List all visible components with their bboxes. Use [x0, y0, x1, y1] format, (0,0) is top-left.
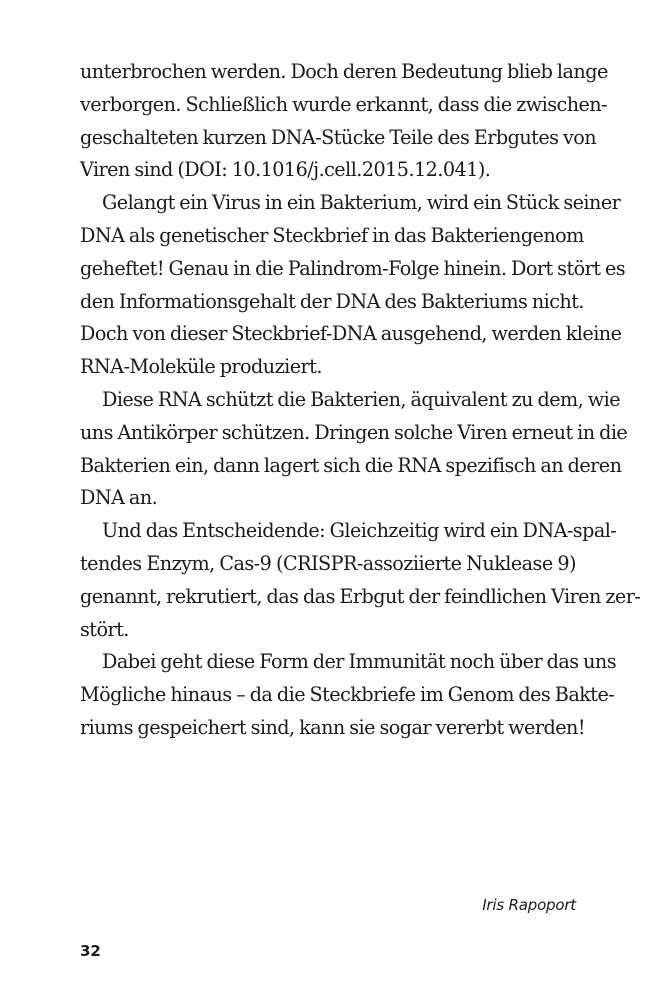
text-line: stört.	[80, 617, 129, 641]
text-line: Diese RNA schützt die Bakterien, äquivalent zu dem, wie	[102, 387, 621, 411]
text-line: geheftet! Genau in die Palindrom-Folge hinein. Dort stört es	[80, 256, 626, 280]
text-line: verborgen. Schließlich wurde erkannt, dass die zwischen-	[80, 92, 608, 116]
text-line: Gelangt ein Virus in ein Bakterium, wird ein Stück seiner	[102, 191, 621, 215]
author-name: Iris Rapoport	[482, 896, 576, 914]
text-line: geschalteten kurzen DNA-Stücke Teile des Erbgutes von	[80, 125, 597, 149]
text-line: Und das Entscheidende: Gleichzeitig wird ein DNA-spal-	[102, 519, 617, 543]
page-number: 32	[80, 942, 101, 960]
text-line: DNA an.	[80, 486, 158, 510]
text-line: Doch von dieser Steckbrief-DNA ausgehend, werden kleine	[80, 322, 622, 346]
paragraph-1	[80, 56, 608, 187]
paragraph-4	[80, 515, 641, 646]
text-line: den Informationsgehalt der DNA des Bakteriums nicht.	[80, 289, 584, 313]
text-line: RNA-Moleküle produziert.	[80, 355, 322, 379]
body-text	[80, 56, 641, 745]
paragraph-3	[80, 384, 628, 515]
text-line: Mögliche hinaus – da die Steckbriefe im Genom des Bakte-	[80, 683, 615, 707]
paragraph-5	[80, 646, 617, 744]
text-line: Dabei geht diese Form der Immunität noch über das uns	[102, 650, 617, 674]
text-line: Viren sind (DOI: 10.1016/j.cell.2015.12.041).	[80, 158, 491, 182]
paragraph-2	[80, 187, 626, 384]
text-line: tendes Enzym, Cas-9 (CRISPR-assoziierte Nuklease 9)	[80, 551, 576, 575]
text-line: DNA als genetischer Steckbrief in das Bakteriengenom	[80, 223, 584, 247]
text-line: unterbrochen werden. Doch deren Bedeutung blieb lange	[80, 60, 608, 83]
text-line: riums gespeichert sind, kann sie sogar vererbt werden!	[80, 715, 585, 739]
text-line: genannt, rekrutiert, das das Erbgut der feindlichen Viren zer-	[80, 584, 641, 608]
text-line: Bakterien ein, dann lagert sich die RNA spezifisch an deren	[80, 453, 622, 477]
text-line: uns Antikörper schützen. Dringen solche Viren erneut in die	[80, 420, 628, 444]
